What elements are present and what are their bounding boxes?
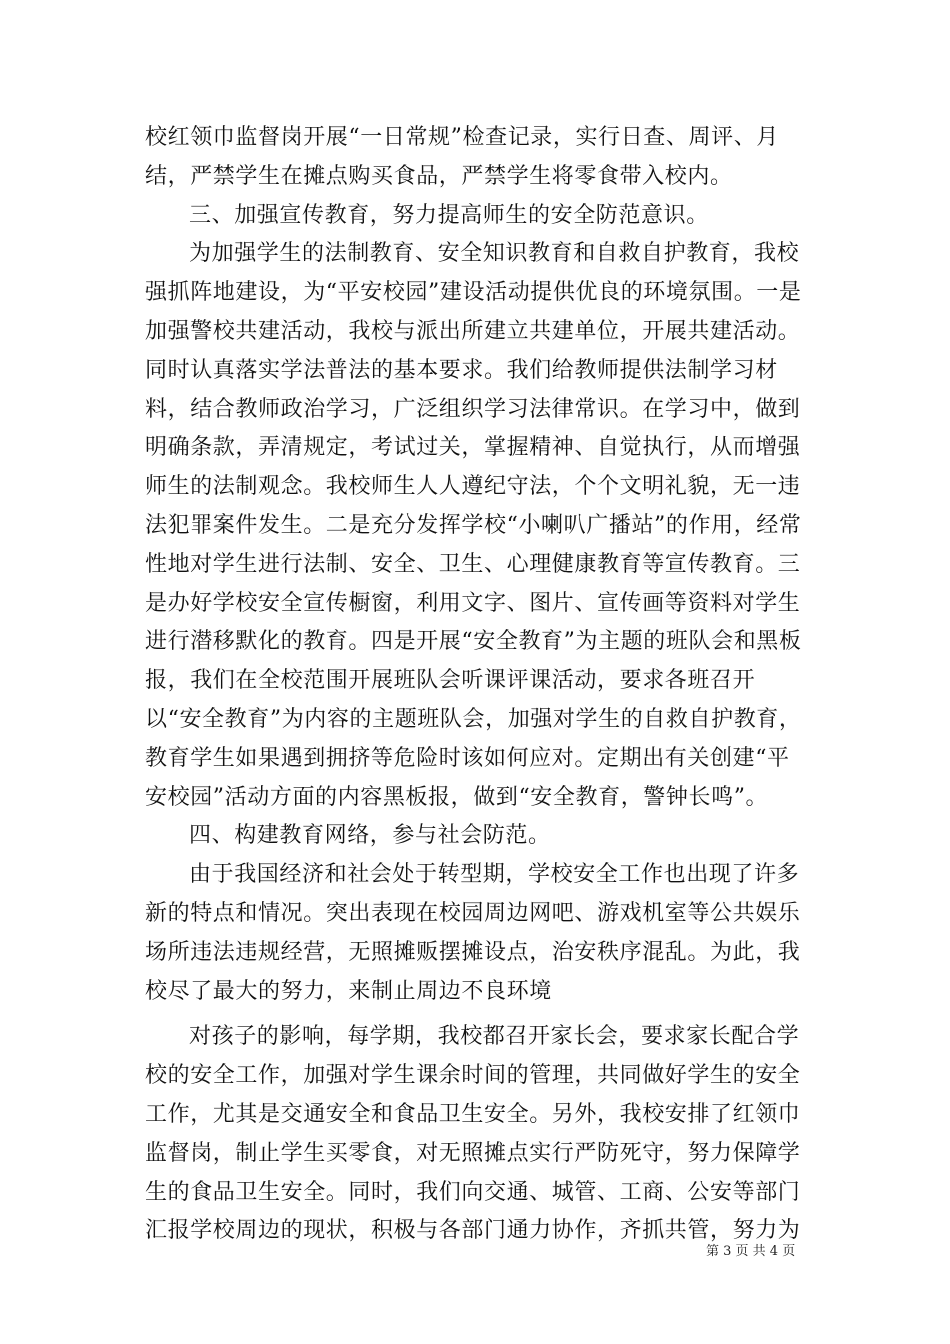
page-number-footer: 第 3 页 共 4 页 — [706, 1244, 796, 1259]
section-heading-3: 三、加强宣传教育，努力提高师生的安全防范意识。 — [189, 202, 709, 228]
paragraph-1: 校红领巾监督岗开展“一日常规”检查记录，实行日查、周评、月结，严禁学生在摊点购买食品，严禁学生将零食带入校内。 — [145, 125, 779, 189]
section-heading-4: 四、构建教育网络，参与社会防范。 — [189, 823, 551, 849]
paragraph-3: 为加强学生的法制教育、安全知识教育和自救自护教育，我校强抓阵地建设，为“平安校园”建设活动提供优良的环境氛围。一是加强警校共建活动，我校与派出所建立共建单位，开展共建活动。同时认真落实学法普法的基本要求。我们给教师提供法制学习材料，结合教师政治学习，广泛组织学习法律常识。在学习中，做到明确条款，弄清规定，考试过关，掌握精神、自觉执行，从而增强师生的法制观念。我校师生人人遵纪守法，个个文明礼貌，无一违法犯罪案件发生。二是充分发挥学校“小喇叭广播站”的作用，经常性地对学生进行法制、安全、卫生、心理健康教育等宣传教育。三是办好学校安全宣传橱窗，利用文字、图片、宣传画等资料对学生进行潜移默化的教育。四是开展“安全教育”为主题的班队会和黑板报，我们在全校范围开展班队会听课评课活动，要求各班召开以“安全教育”为内容的主题班队会，加强对学生的自救自护教育，教育学生如果遇到拥挤等危险时该如何应对。定期出有关创建“平安校园”活动方面的内容黑板报，做到“安全教育，警钟长鸣”。 — [145, 241, 802, 810]
paragraph-gap — [145, 1011, 809, 1018]
paragraph-6: 对孩子的影响，每学期，我校都召开家长会，要求家长配合学校的安全工作，加强对学生课余时间的管理，共同做好学生的安全工作，尤其是交通安全和食品卫生安全。另外，我校安排了红领巾监督岗，制止学生买零食，对无照摊点实行严防死守，努力保障学生的食品卫生安全。同时，我们向交通、城管、工商、公安等部门汇报学校周边的现状，积极与各部门通力协作，齐抓共管，努力为 — [145, 1024, 801, 1244]
document-body — [145, 119, 809, 1251]
paragraph-5: 由于我国经济和社会处于转型期，学校安全工作也出现了许多新的特点和情况。突出表现在校园周边网吧、游戏机室等公共娱乐场所违法违规经营，无照摊贩摆摊设点，治安秩序混乱。为此，我校尽了最大的努力，来制止周边不良环境 — [145, 862, 801, 1004]
